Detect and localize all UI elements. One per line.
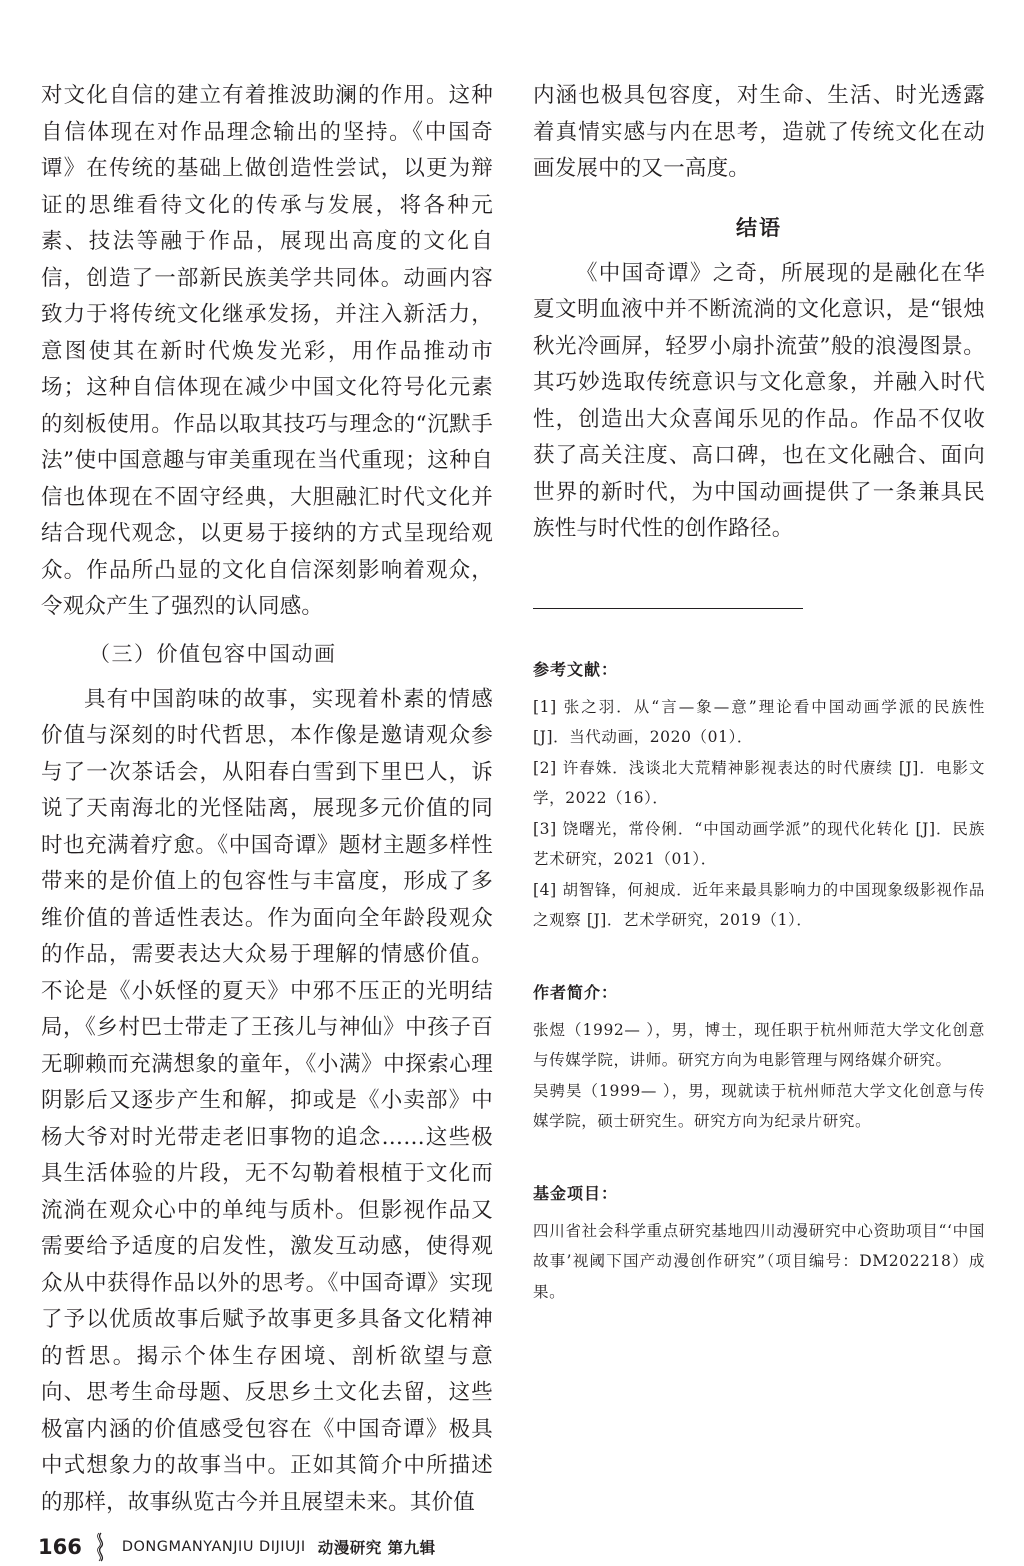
author-bio-section xyxy=(533,980,985,1137)
footnote-divider xyxy=(533,608,803,609)
body-paragraph: 具有中国韵味的故事，实现着朴素的情感价值与深刻的时代哲思，本作像是邀请观众参与了一次茶话会，从阳春白雪到下里巴人，诉说了天南海北的光怪陆离，展现多元价值的同时也充满着疗愈。《中国奇谭》题材主题多样性带来的是价值上的包容性与丰富度，形成了多维价值的普适性表达。作为面向全年龄段观众的作品，需要表达大众易于理解的情感价值。不论是《小妖怪的夏天》中邪不压正的光明结局，《乡村巴士带走了王孩儿与神仙》中孩子百无聊赖而充满想象的童年，《小满》中探索心理阴影后又逐步产生和解，抑或是《小卖部》中杨大爷对时光带走老旧事物的追念……这些极具生活体验的片段，无不勾勒着根植于文化而流淌在观众心中的单纯与质朴。但影视作品又需要给予适度的启发性，激发互动感，使得观众从中获得作品以外的思考。《中国奇谭》实现了予以优质故事后赋予故事更多具备文化精神的哲思。揭示个体生存困境、剖析欲望与意向、思考生命母题、反思乡土文化去留，这些极富内涵的价值感受包容在《中国奇谭》极具中式想象力的故事当中。正如其简介中所描述的那样，故事纵览古今并且展望未来。其价值 xyxy=(41,686,493,1515)
author-bio-item: 张煜（1992— ），男，博士，现任职于杭州师范大学文化创意与传媒学院，讲师。研究方向为电影管理与网络媒介研究。 xyxy=(533,1020,985,1069)
subsection-heading: （三）价值包容中国动画 xyxy=(89,641,337,666)
references-heading: 参考文献： xyxy=(533,659,619,679)
reference-item: [3] 饶曙光，常伶俐．“中国动画学派”的现代化转化 [J]．民族艺术研究，2021（01）． xyxy=(533,819,985,868)
scroll-ornament-icon xyxy=(94,1532,108,1562)
funding-heading: 基金项目： xyxy=(533,1183,619,1203)
reference-item: [4] 胡智锋，何昶成．近年来最具影响力的中国现象级影视作品之观察 [J]．艺术学研究，2019（1）． xyxy=(533,880,985,929)
body-paragraph: 内涵也极具包容度，对生命、生活、时光透露着真情实感与内在思考，造就了传统文化在动画发展中的又一高度。 xyxy=(533,83,985,181)
references-section xyxy=(533,657,985,936)
body-paragraph: 对文化自信的建立有着推波助澜的作用。这种自信体现在对作品理念输出的坚持。《中国奇谭》在传统的基础上做创造性尝试，以更为辩证的思维看待文化的传承与发展，将各种元素、技法等融于作品，展现出高度的文化自信，创造了一部新民族美学共同体。动画内容致力于将传统文化继承发扬，并注入新活力，意图使其在新时代焕发光彩，用作品推动市场；这种自信体现在减少中国文化符号化元素的刻板使用。作品以取其技巧与理念的“沉默手法”使中国意趣与审美重现在当代重现；这种自信也体现在不固守经典，大胆融汇时代文化并结合现代观念，以更易于接纳的方式呈现给观众。作品所凸显的文化自信深刻影响着观众，令观众产生了强烈的认同感。 xyxy=(41,83,493,619)
funding-section xyxy=(533,1181,985,1308)
journal-name-pinyin: DONGMANYANJIU DIJIUJI xyxy=(121,1539,306,1555)
left-column xyxy=(41,78,493,1521)
page-number: 166 xyxy=(38,1535,82,1559)
reference-item: [2] 许春姝．浅谈北大荒精神影视表达的时代赓续 [J]．电影文学，2022（16）． xyxy=(533,758,985,807)
body-paragraph: 《中国奇谭》之奇，所展现的是融化在华夏文明血液中并不断流淌的文化意识，是“银烛秋光冷画屏，轻罗小扇扑流萤”般的浪漫图景。其巧妙选取传统意识与文化意象，并融入时代性，创造出大众喜闻乐见的作品。作品不仅收获了高关注度、高口碑，也在文化融合、面向世界的新时代，为中国动画提供了一条兼具民族性与时代性的创作路径。 xyxy=(533,260,985,541)
page-footer xyxy=(38,1532,436,1562)
section-title: 结语 xyxy=(736,215,782,240)
right-column xyxy=(533,78,985,1307)
author-bio-item: 吴骋昊（1999— ），男，现就读于杭州师范大学文化创意与传媒学院，硕士研究生。研究方向为纪录片研究。 xyxy=(533,1081,985,1130)
journal-name-chinese: 动漫研究 第九辑 xyxy=(317,1539,436,1557)
author-bio-heading: 作者简介： xyxy=(533,982,619,1002)
reference-item: [1] 张之羽．从“言—象—意”理论看中国动画学派的民族性 [J]．当代动画，2020（01）． xyxy=(533,697,985,746)
funding-text: 四川省社会科学重点研究基地四川动漫研究中心资助项目“‘中国故事’视阈下国产动漫创作研究”（项目编号：DM202218）成果。 xyxy=(533,1221,985,1301)
